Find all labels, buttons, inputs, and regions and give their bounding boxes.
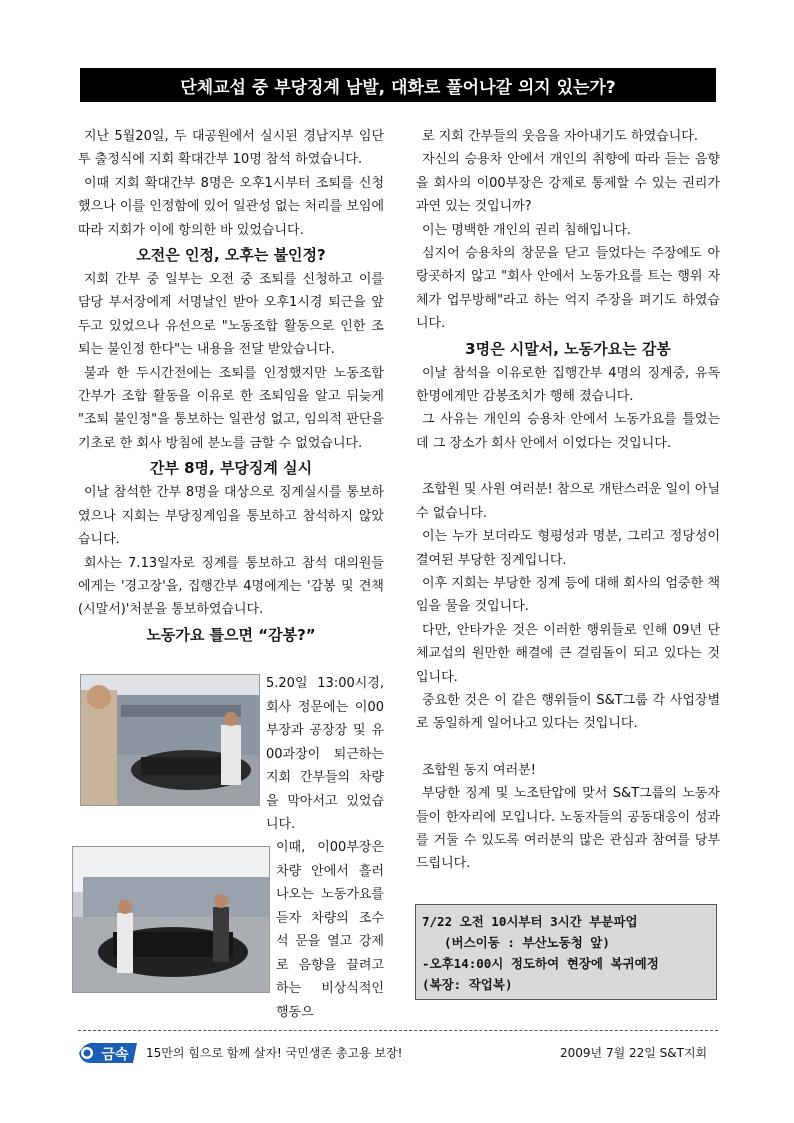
page-title: 단체교섭 중 부당징계 남발, 대화로 풀어나갈 의지 있는가?	[80, 68, 716, 102]
paragraph: 이후 지회는 부당한 징계 등에 대해 회사의 엄중한 책임을 물을 것입니다.	[416, 575, 720, 615]
paragraph: 불과 한 두시간전에는 조퇴를 인정했지만 노동조합 간부가 조합 활동을 이유로 한 조퇴임을 알고 뒤늦게 "조퇴 불인정"을 통보하는 일관성 없고, 임의적 판단을 기초로 한 회사 방침에 분노를 금할 수 없었습니다.	[78, 365, 384, 451]
photo-caption: 5.20일 13:00시경, 회사 정문에는 이00 부장과 공장장 및 유00과장이 퇴근하는 지회 간부들의 차량을 막아서고 있었습니다.	[266, 676, 384, 832]
paragraph: 이는 명백한 개인의 권리 침해입니다.	[422, 222, 632, 238]
footer-slogan: 15만의 힘으로 함께 살자! 국민생존 총고용 보장!	[146, 1046, 403, 1060]
paragraph: 지회 간부 중 일부는 오전 중 조퇴를 신청하고 이를 담당 부서장에게 서명날인 받아 오후1시경 퇴근을 앞두고 있었으나 유선으로 "노동조합 활동으로 인한 조퇴는 불인정 한다"는 내용을 전달 받았습니다.	[78, 272, 384, 358]
logo-text: 금속	[101, 1047, 129, 1063]
paragraph: 이날 참석을 이유로한 집행간부 4명의 징계중, 유독 한명에게만 감봉조치가 행해 졌습니다.	[416, 365, 720, 405]
section-heading: 노동가요 틀으면 “감봉?”	[146, 625, 316, 644]
footer-date: 2009년 7월 22일 S&T지회	[560, 1046, 708, 1060]
union-logo-icon	[77, 1039, 139, 1067]
paragraph: 이때 지회 확대간부 8명은 오후1시부터 조퇴를 신청 했으나 이를 인정함에 있어 일관성 없는 처리를 보임에 따라 지회가 이에 항의한 바 있었습니다.	[78, 175, 384, 238]
section-heading: 오전은 인정, 오후는 불인정?	[136, 246, 326, 265]
strike-notice-box	[415, 904, 717, 1000]
paragraph: 로 지회 간부들의 웃음을 자아내기도 하였습니다.	[422, 129, 698, 144]
paragraph: 자신의 승용차 안에서 개인의 취향에 따라 듣는 음향을 회사의 이00부장은 강제로 통제할 수 있는 권리가 과연 있는 것입니까?	[416, 152, 720, 215]
paragraph: 다만, 안타가운 것은 이러한 행위들로 인해 09년 단체교섭의 원만한 해결에 큰 걸림돌이 되고 있다는 것입니다.	[416, 622, 720, 685]
paragraph: 이는 누가 보더라도 형평성과 명분, 그리고 정당성이 결여된 부당한 징계입니다.	[416, 529, 720, 568]
footer-divider	[78, 1030, 718, 1031]
photo-caption: 이때, 이00부장은 차량 안에서 흘러나오는 노동가요를 듣자 차량의 조수석 문을 열고 강제로 음향을 끌려고 하는 비상식적인 행동으	[276, 840, 384, 1020]
right-column	[416, 125, 720, 876]
paragraph: 부당한 징계 및 노조탄압에 맞서 S&T그룹의 노동자들이 한자리에 모입니다. 노동자들의 공동대응이 성과를 거둘 수 있도록 여러분의 많은 관심과 참여를 당부드립니다.	[416, 786, 720, 872]
photo-manager-at-car-door	[72, 846, 270, 993]
section-heading: 간부 8명, 부당징계 실시	[149, 459, 313, 478]
notice-line: (버스이동 : 부산노동청 앞)	[444, 935, 610, 950]
paragraph: 심지어 승용차의 창문을 닫고 들었다는 주장에도 아랑곳하지 않고 "회사 안에서 노동가요를 트는 행위 자체가 업무방해"라고 하는 억지 주장을 펴기도 하였습니다.	[416, 246, 720, 332]
paragraph: 조합원 동지 여러분!	[422, 762, 536, 778]
left-column	[78, 125, 384, 648]
notice-line: (복장: 작업복)	[422, 977, 513, 992]
section-heading: 3명은 시말서, 노동가요는 감봉	[465, 339, 671, 358]
paragraph: 그 사유는 개인의 승용차 안에서 노동가요를 틀었는데 그 장소가 회사 안에서 이었다는 것입니다.	[416, 412, 720, 451]
paragraph: 회사는 7.13일자로 징계를 통보하고 참석 대의원들에게는 '경고장'을, 집행간부 4명에게는 '감봉 및 견책(시말서)'처분을 통보하였습니다.	[78, 555, 384, 618]
paragraph: 중요한 것은 이 같은 행위들이 S&T그룹 각 사업장별로 동일하게 일어나고 있다는 것입니다.	[416, 692, 720, 732]
photo-car-at-gate	[80, 674, 260, 806]
notice-line: -오후14:00시 정도하여 현장에 복귀예정	[422, 956, 659, 971]
notice-line: 7/22 오전 10시부터 3시간 부분파업	[422, 914, 638, 929]
paragraph: 조합원 및 사원 여러분! 참으로 개탄스러운 일이 아닐 수 없습니다.	[416, 482, 720, 521]
paragraph: 이날 참석한 간부 8명을 대상으로 징계실시를 통보하였으나 지회는 부당징계임을 통보하고 참석하지 않았습니다.	[78, 485, 384, 548]
paragraph: 지난 5월20일, 두 대공원에서 실시된 경남지부 임단투 출정식에 지회 확대간부 10명 참석 하였습니다.	[78, 129, 384, 168]
